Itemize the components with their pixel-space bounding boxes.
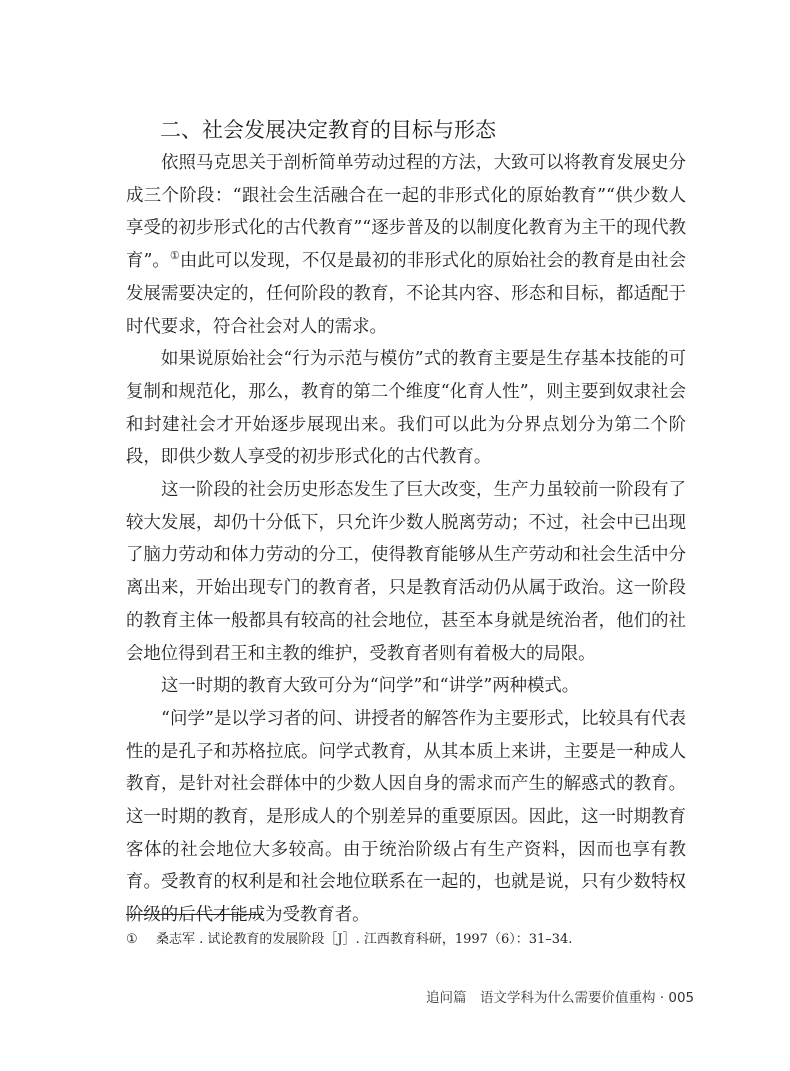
paragraph-3: 这一阶段的社会历史形态发生了巨大改变，生产力虽较前一阶段有了较大发展，却仍十分低下，只允许少数人脱离劳动；不过，社会中已出现了脑力劳动和体力劳动的分工，使得教育能够从生产劳动和社会生活中分离出来，开始出现专门的教育者，只是教育活动仍从属于政治。这一阶段的教育主体一般都具有较高的社会地位，甚至本身就是统治者，他们的社会地位得到君王和主教的维护，受教育者则有着极大的局限。 (126, 480, 686, 664)
footnote-text: 桑志军 . 试论教育的发展阶段［J］. 江西教育科研，1997（6）：31–34. (156, 932, 573, 947)
footnote-reference-1[interactable]: ① (169, 249, 180, 263)
footnote-divider (126, 914, 263, 915)
paragraph-5: “问学”是以学习者的问、讲授者的解答作为主要形式，比较具有代表性的是孔子和苏格拉底。问学式教育，从其本质上来讲，主要是一种成人教育，是针对社会群体中的少数人因自身的需求而产生的解惑式的教育。这一时期的教育，是形成人的个别差异的重要原因。因此，这一时期教育客体的社会地位大多较高。由于统治阶级占有生产资料，因而也享有教育。受教育的权利是和社会地位联系在一起的，也就是说，只有少数特权阶级的后代才能成为受教育者。 (126, 708, 686, 926)
paragraph-1-text: 依照马克思关于剖析简单劳动过程的方法，大致可以将教育发展史分成三个阶段：“跟社会生活融合在一起的非形式化的原始教育”“供少数人享受的初步形式化的古代教育”“逐步普及的以制度化教育为主干的现代教育”。 (126, 153, 686, 272)
paragraph-1 (126, 147, 686, 343)
paragraph-2: 如果说原始社会“行为示范与模仿”式的教育主要是生存基本技能的可复制和规范化，那么，教育的第二个维度“化育人性”，则主要到奴隶社会和封建社会才开始逐步展现出来。我们可以此为分界点划分为第二个阶段，即供少数人享受的初步形式化的古代教育。 (126, 349, 686, 468)
paragraph-4: 这一时期的教育大致可分为“问学”和“讲学”两种模式。 (161, 676, 580, 697)
paragraph-1-continuation: 由此可以发现，不仅是最初的非形式化的原始社会的教育是由社会发展需要决定的，任何阶段的教育，不论其内容、形态和目标，都适配于时代要求，符合社会对人的需求。 (126, 251, 686, 337)
section-heading: 二、社会发展决定教育的目标与形态 (160, 118, 496, 143)
footnote-number: ① (126, 932, 138, 947)
body-text (126, 147, 686, 932)
running-footer: 追问篇 语文学科为什么需要价值重构 · 005 (426, 990, 695, 1006)
footnote (126, 930, 686, 950)
